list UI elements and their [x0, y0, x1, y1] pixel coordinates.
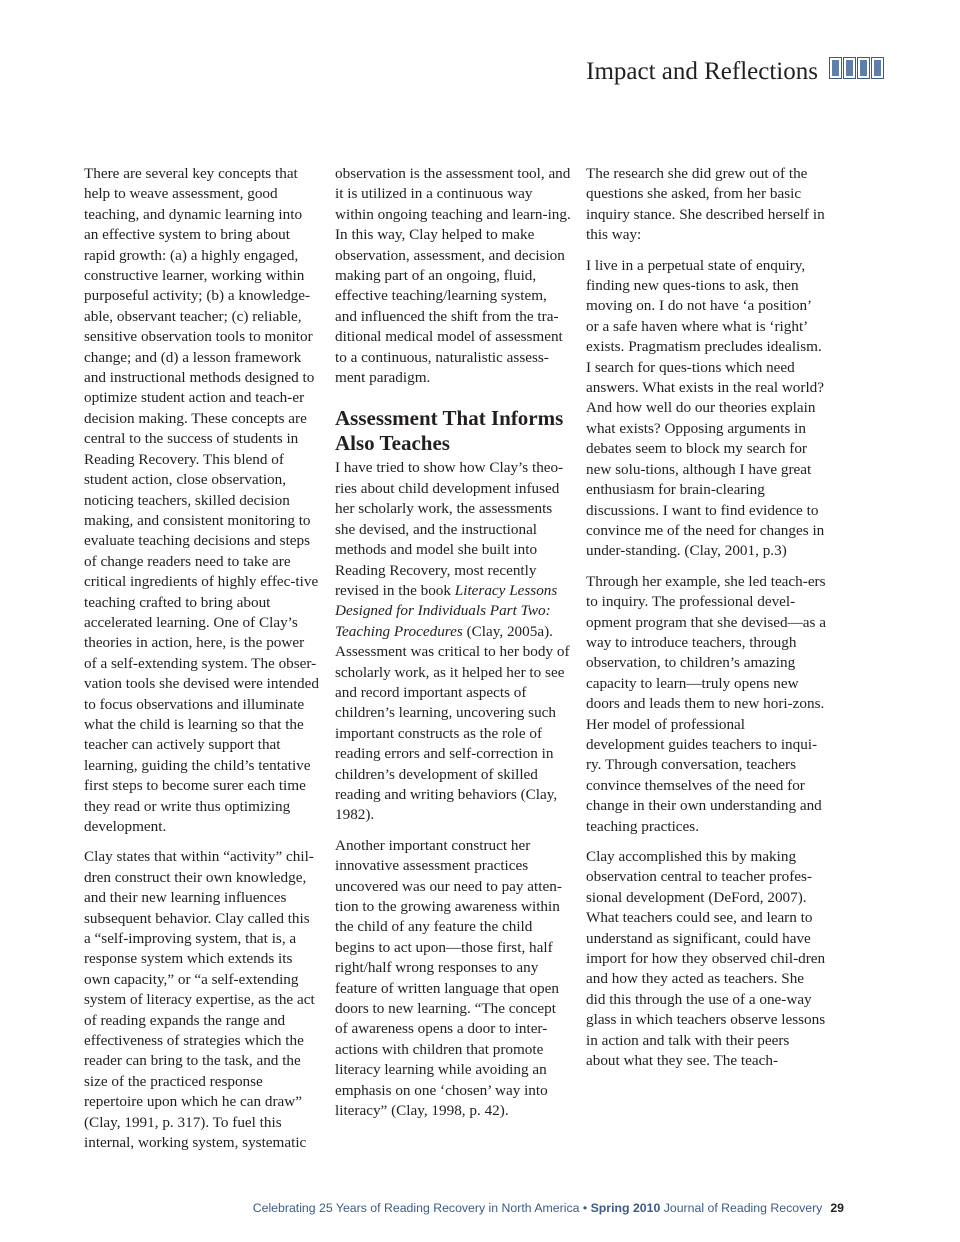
page-number: 29: [830, 1201, 844, 1215]
paragraph: observation is the assessment tool, and it is utilized in a continuous way within ongoing teaching and learn-ing. In this way, Clay helped to make observation, assessment, and decision making part of an ongoing, fluid, effective teaching/learning system, and influenced the shift from the tra-ditional medical model of assessment to a continuous, naturalistic assess-ment paradigm.: [335, 165, 571, 387]
decorative-block: [871, 57, 884, 79]
footer-journal: Journal of Reading Recovery: [660, 1201, 823, 1215]
decorative-block: [857, 57, 870, 79]
section-title: Impact and Reflections: [586, 58, 818, 85]
text-run: (Clay, 2005a). Assessment was critical to her body of scholarly work, as it helped her to see and record important aspects of children’s learning, uncovering such important constructs as the role of reading errors and self-correction in children’s development of skilled reading and writing behaviors (Clay, 1982).: [335, 622, 570, 824]
text-run: I have tried to show how Clay’s theo-ries about child development infused her scholarly work, the assessments she devised, and the instructional methods and model she built into Reading Recovery, most recently revised in the book: [335, 459, 564, 599]
column-1: [84, 164, 320, 1164]
book-title: Literacy Lessons Designed for Individuals Part Two: Teaching Procedures: [335, 581, 558, 640]
paragraph: [335, 458, 571, 825]
column-2: [335, 164, 571, 1131]
page-footer: [253, 1201, 844, 1215]
block-quote: I live in a perpetual state of enquiry, finding new ques-tions to ask, then moving on. I do not have ‘a position’ or a safe haven where what is ‘right’ exists. Pragmatism precludes idealism. I search for ques-tions which need answers. What exists in the real world? And how well do our theories explain what exists? Opposing arguments in debates seem to block my search for new solu-tions, although I have great enthusiasm for brain-clearing discussions. I want to find evidence to convince me of the need for changes in under-standing. (Clay, 2001, p.3): [586, 256, 825, 560]
header-decorative-blocks: [829, 57, 884, 81]
paragraph: Clay accomplished this by making observation central to teacher profes-sional development (DeFord, 2007). What teachers could see, and learn to understand as significant, could have import for how they observed chil-dren and how they acted as teachers. She did this through the use of a one-way glass in which teachers observe lessons in action and talk with their peers about what they see. The teach-: [586, 848, 826, 1070]
paragraph: The research she did grew out of the questions she asked, from her basic inquiry stance. She described herself in this way:: [586, 165, 825, 244]
paragraph: Through her example, she led teach-ers to inquiry. The professional devel-opment program that she devised—as a way to introduce teachers, through observation, to children’s amazing capacity to learn—truly opens new doors and leads them to new hori-zons. Her model of professional development guides teachers to inqui-ry. Through conversation, teachers convince themselves of the need for change in their own understanding and teaching practices.: [586, 572, 826, 835]
paragraph: Clay states that within “activity” chil-dren construct their own knowledge, and their new learning influences subsequent behavior. Clay called this a “self-improving system, that is, a response system which extends its own capacity,” or “a self-extending system of literacy expertise, as the act of reading expands the range and effectiveness of strategies which the reader can bring to the task, and the size of the practiced response repertoire upon which he can draw” (Clay, 1991, p. 317). To fuel this internal, working system, systematic: [84, 848, 315, 1152]
column-3: [586, 164, 826, 1081]
paragraph: There are several key concepts that help to weave assessment, good teaching, and dynamic learning into an effective system to bring about rapid growth: (a) a highly engaged, constructive learner, working within purposeful activity; (b) a knowledge-able, observant teacher; (c) reliable, sensitive observation tools to monitor change; and (d) a lesson framework and instructional methods designed to optimize student action and teach-er decision making. These concepts are central to the success of students in Reading Recovery. This blend of student action, close observation, noticing teachers, skilled decision making, and consistent monitoring to evaluate teaching decisions and steps of change readers need to take are critical ingredients of highly effec-tive teaching crafted to bring about accelerated learning. One of Clay’s theories in action, here, is the power of a self-extending system. The obser-vation tools she devised were intended to focus observations and illuminate what the child is learning so that the teacher can actively support that learning, guiding the child’s tentative first steps to become surer each time they read or write thus optimizing development.: [84, 165, 319, 835]
decorative-block: [829, 57, 842, 79]
footer-text: Celebrating 25 Years of Reading Recovery in North America •: [252, 1201, 591, 1215]
footer-issue: Spring 2010: [590, 1201, 661, 1215]
section-heading: Assessment That Informs Also Teaches: [335, 406, 564, 456]
decorative-block: [843, 57, 856, 79]
paragraph: Another important construct her innovative assessment practices uncovered was our need to pay atten-tion to the growing awareness within the child of any feature the child begins to act upon—those first, half right/half wrong responses to any feature of written language that open doors to new learning. “The concept of awareness opens a door to inter-actions with children that promote literacy learning while avoiding an emphasis on one ‘chosen’ way into literacy” (Clay, 1998, p. 42).: [335, 836, 562, 1120]
